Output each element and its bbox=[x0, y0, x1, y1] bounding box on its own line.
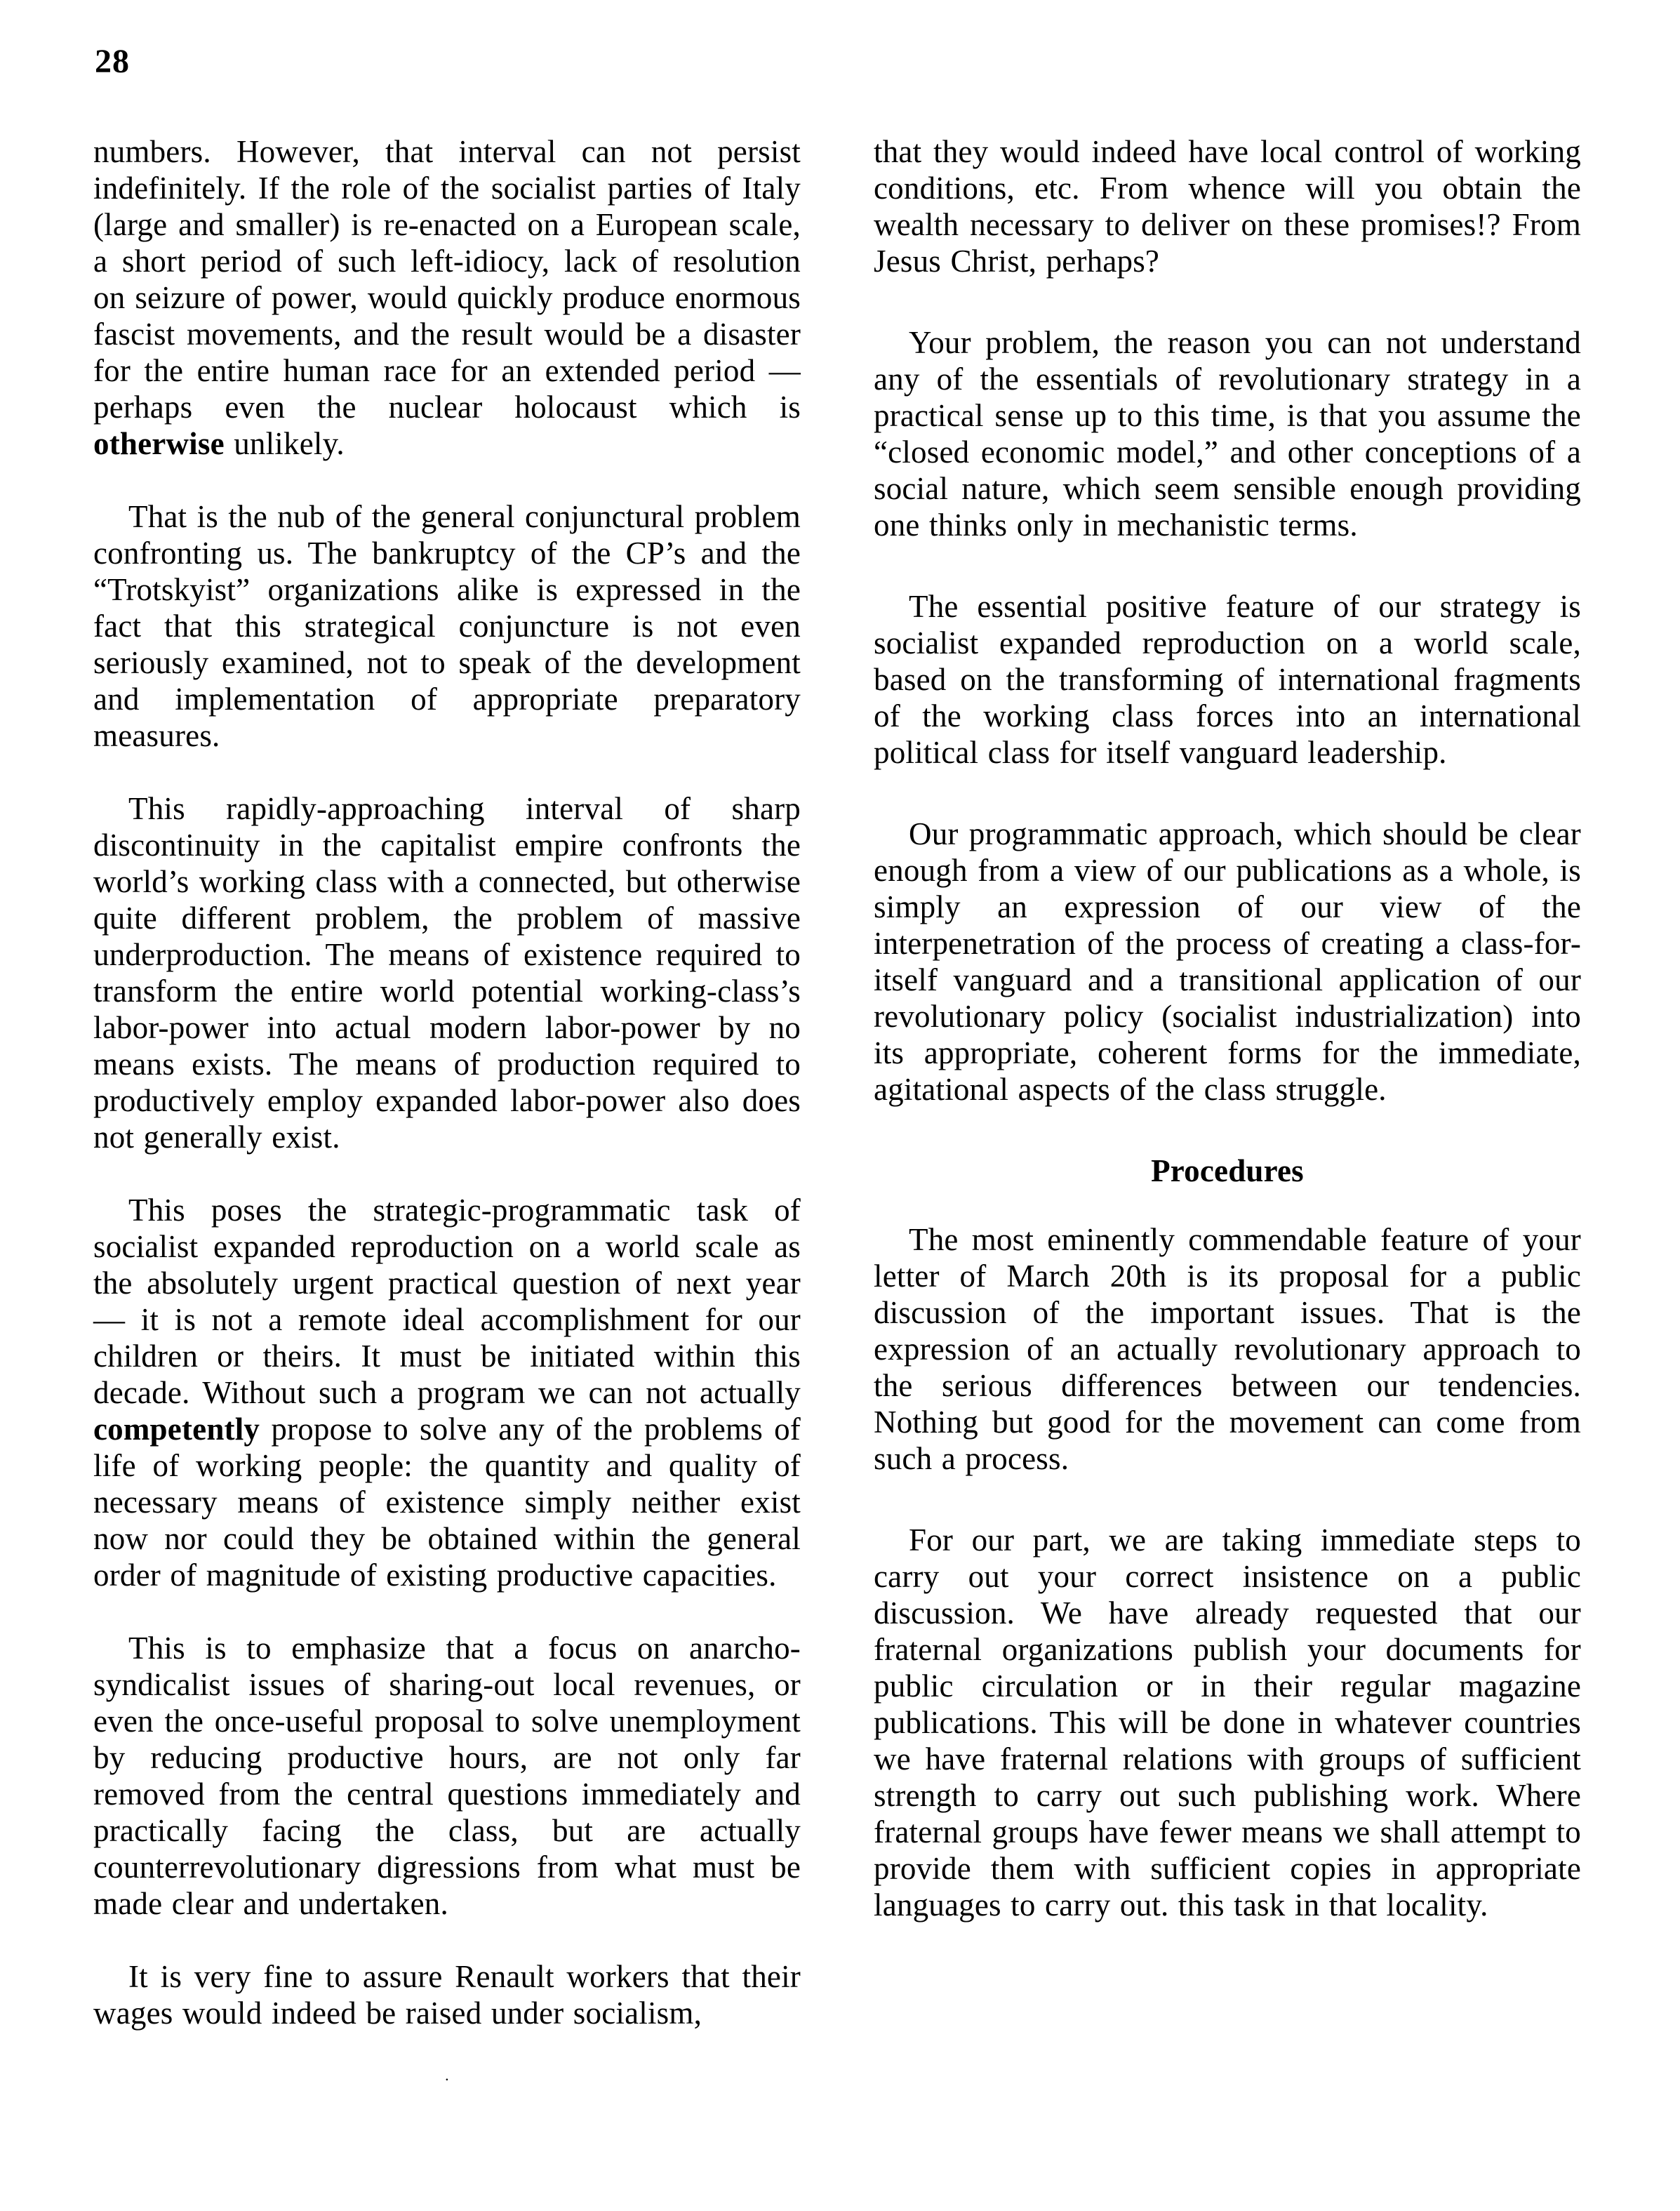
paragraph bbox=[874, 1522, 1581, 1923]
left-column bbox=[93, 133, 801, 2083]
bold-emphasis: competently bbox=[93, 1412, 260, 1447]
paragraph bbox=[93, 498, 801, 754]
text-run: unlikely. bbox=[224, 426, 345, 461]
text-run: It is very fine to assure Renault workers that their wages would indeed be raised under socialism, bbox=[93, 1959, 801, 2031]
text-run: propose to solve any of the problems of life of working people: the quantity and quality of necessary means of existence simply neither exist now nor could they be obtained within the general order of magnitude of existing productive capacities. bbox=[93, 1412, 801, 1593]
text-run: For our part, we are taking immediate steps to carry out your correct insistence on a public discussion. We have already requested that our fraternal organizations publish your documents for public circulation or in their regular magazine publications. This will be done in whatever countries we have fraternal relations with groups of sufficient strength to carry out such publishing work. Where fraternal groups have fewer means we shall attempt to provide them with sufficient copies in appropriate languages to carry out. this task in that locality. bbox=[874, 1522, 1581, 1923]
stray-dot: . bbox=[445, 2066, 449, 2084]
text-run: Our programmatic approach, which should be clear enough from a view of our publications as a whole, is simply an expression of our view of the interpenetration of the process of creating a class-for-itself vanguard and a transitional application of our revolutionary policy (socialist industrialization) into its appropriate, coherent forms for the immediate, agitational aspects of the class struggle. bbox=[874, 816, 1581, 1107]
paragraph bbox=[93, 133, 801, 462]
section-heading: Procedures bbox=[1151, 1153, 1304, 1188]
paragraph bbox=[874, 1221, 1581, 1477]
text-run: numbers. However, that interval can not persist indefinitely. If the role of the socialist parties of Italy (large and smaller) is re-enacted on a European scale, a short period of such left-idiocy, lack of resolution on seizure of power, would quickly produce enormous fascist movements, and the result would be a disaster for the entire human race for an extended period — perhaps even the nuclear holocaust which is bbox=[93, 134, 801, 425]
two-column-text-area bbox=[93, 133, 1582, 2083]
text-run: Your problem, the reason you can not understand any of the essentials of revolutionary strategy in a practical sense up to this time, is that you assume the “closed economic model,” and other conceptions of a social nature, which seem sensible enough providing one thinks only in mechanistic terms. bbox=[874, 325, 1581, 543]
text-run: The most eminently commendable feature of your letter of March 20th is its proposal for a public discussion of the important issues. That is the expression of an actually revolutionary approach to the serious differences between our tendencies. Nothing but good for the movement can come from such a process. bbox=[874, 1222, 1581, 1476]
text-run: That is the nub of the general conjunctural problem confronting us. The bankruptcy of the CP’s and the “Trotskyist” organizations alike is expressed in the fact that this strategical conjuncture is not even seriously examined, not to speak of the development and implementation of appropriate preparatory measures. bbox=[93, 499, 801, 753]
text-run: This rapidly-approaching interval of sharp discontinuity in the capitalist empire confronts the world’s working class with a connected, but otherwise quite different problem, the problem of massive underproduction. The means of existence required to transform the entire world potential working-class’s labor-power into actual modern labor-power by no means exists. The means of production required to productively employ expanded labor-power also does not generally exist. bbox=[93, 791, 801, 1155]
right-column bbox=[874, 133, 1581, 1968]
paragraph bbox=[874, 324, 1581, 543]
page-number: 28 bbox=[95, 43, 130, 80]
text-run: that they would indeed have local control of working conditions, etc. From whence will you obtain the wealth necessary to deliver on these promises!? From Jesus Christ, perhaps? bbox=[874, 134, 1581, 279]
paragraph bbox=[874, 133, 1581, 279]
paragraph bbox=[874, 588, 1581, 771]
paragraph bbox=[93, 1958, 801, 2031]
text-run: This poses the strategic-programmatic task of socialist expanded reproduction on a world scale as the absolutely urgent practical question of next year — it is not a remote ideal accomplishment for our children or theirs. It must be initiated within this decade. Without such a program we can not actually bbox=[93, 1193, 801, 1410]
paragraph bbox=[93, 790, 801, 1155]
text-run: This is to emphasize that a focus on anarcho-syndicalist issues of sharing-out local revenues, or even the once-useful proposal to solve unemployment by reducing productive hours, are not only far removed from the central questions immediately and practically facing the class, but are actually counterrevolutionary digressions from what must be made clear and undertaken. bbox=[93, 1631, 801, 1921]
bold-emphasis: otherwise bbox=[93, 426, 225, 461]
paragraph bbox=[93, 1192, 801, 1593]
paragraph bbox=[93, 1630, 801, 1922]
text-run: The essential positive feature of our strategy is socialist expanded reproduction on a world scale, based on the transforming of international fragments of the working class forces into an international political class for itself vanguard leadership. bbox=[874, 589, 1581, 770]
paragraph bbox=[874, 816, 1581, 1108]
